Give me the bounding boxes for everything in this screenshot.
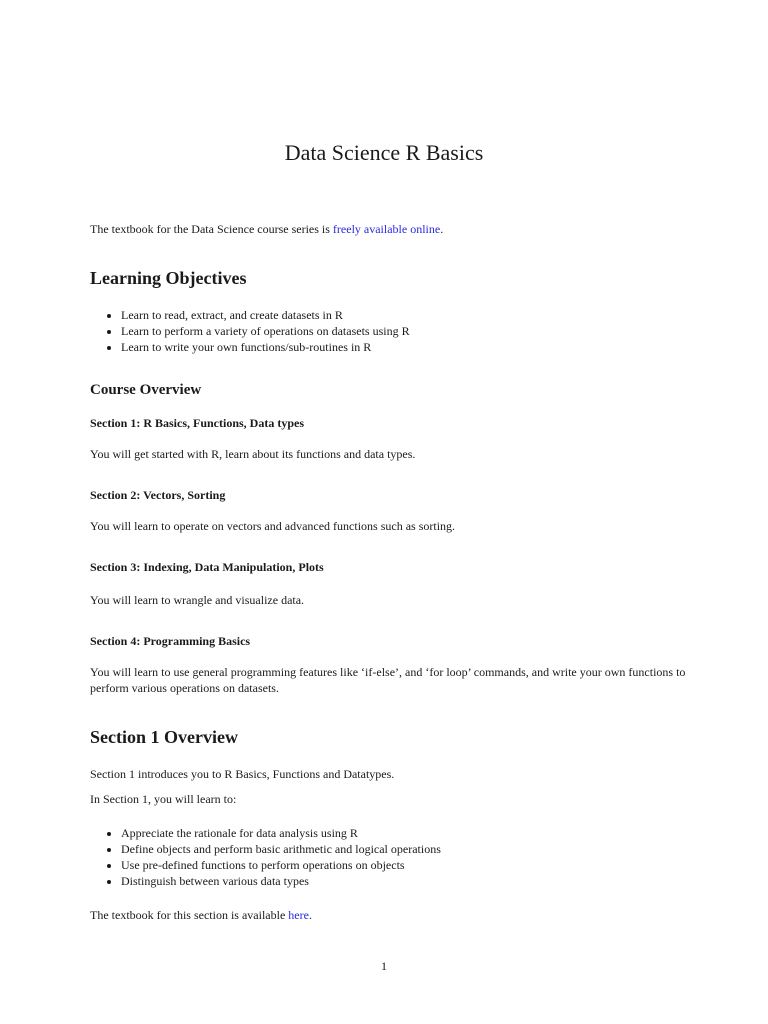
list-item: • Appreciate the rationale for data analysis using R [121, 825, 441, 841]
section-1-overview-heading: Section 1 Overview [90, 727, 238, 747]
list-item: • Learn to write your own functions/sub-routines in R [121, 339, 410, 355]
course-overview-heading: Course Overview [90, 382, 202, 398]
section-4-description: You will learn to use general programming features like ‘if-else’, and ‘for loop’ commands, and write your own functions to perform various operations on datasets. [90, 665, 686, 695]
textbook-here-link[interactable]: here [288, 908, 309, 922]
learning-objectives-list [104, 307, 410, 355]
section-3-description: You will learn to wrangle and visualize data. [90, 593, 305, 607]
textbook-prefix: The textbook for this section is available [90, 908, 289, 922]
section-1-textbook-paragraph [90, 907, 690, 923]
list-item: • Use pre-defined functions to perform operations on objects [121, 857, 441, 873]
intro-suffix: . [440, 222, 444, 236]
learning-objectives-heading: Learning Objectives [90, 268, 247, 288]
list-item: • Distinguish between various data types [121, 873, 441, 889]
intro-paragraph [90, 221, 690, 237]
section-4-heading: Section 4: Programming Basics [90, 634, 251, 648]
section-2-description: You will learn to operate on vectors and advanced functions such as sorting. [90, 519, 456, 533]
section-1-description: You will get started with R, learn about its functions and data types. [90, 447, 416, 461]
section-1-overview-intro: Section 1 introduces you to R Basics, Functions and Datatypes. [90, 767, 395, 781]
document-title: Data Science R Basics [284, 140, 484, 165]
list-item: • Define objects and perform basic arithmetic and logical operations [121, 841, 441, 857]
section-1-overview-lead: In Section 1, you will learn to: [90, 792, 237, 806]
textbook-suffix: . [308, 908, 312, 922]
section-3-heading: Section 3: Indexing, Data Manipulation, Plots [90, 560, 324, 574]
list-item: • Learn to read, extract, and create datasets in R [121, 307, 410, 323]
list-item: • Learn to perform a variety of operations on datasets using R [121, 323, 410, 339]
textbook-online-link[interactable]: freely available online [332, 222, 441, 236]
page-number: 1 [381, 959, 387, 973]
section-2-heading: Section 2: Vectors, Sorting [90, 488, 226, 502]
section-1-objectives-list [104, 825, 441, 889]
intro-prefix: The textbook for the Data Science course series is [90, 222, 333, 236]
section-1-heading: Section 1: R Basics, Functions, Data types [90, 416, 305, 430]
